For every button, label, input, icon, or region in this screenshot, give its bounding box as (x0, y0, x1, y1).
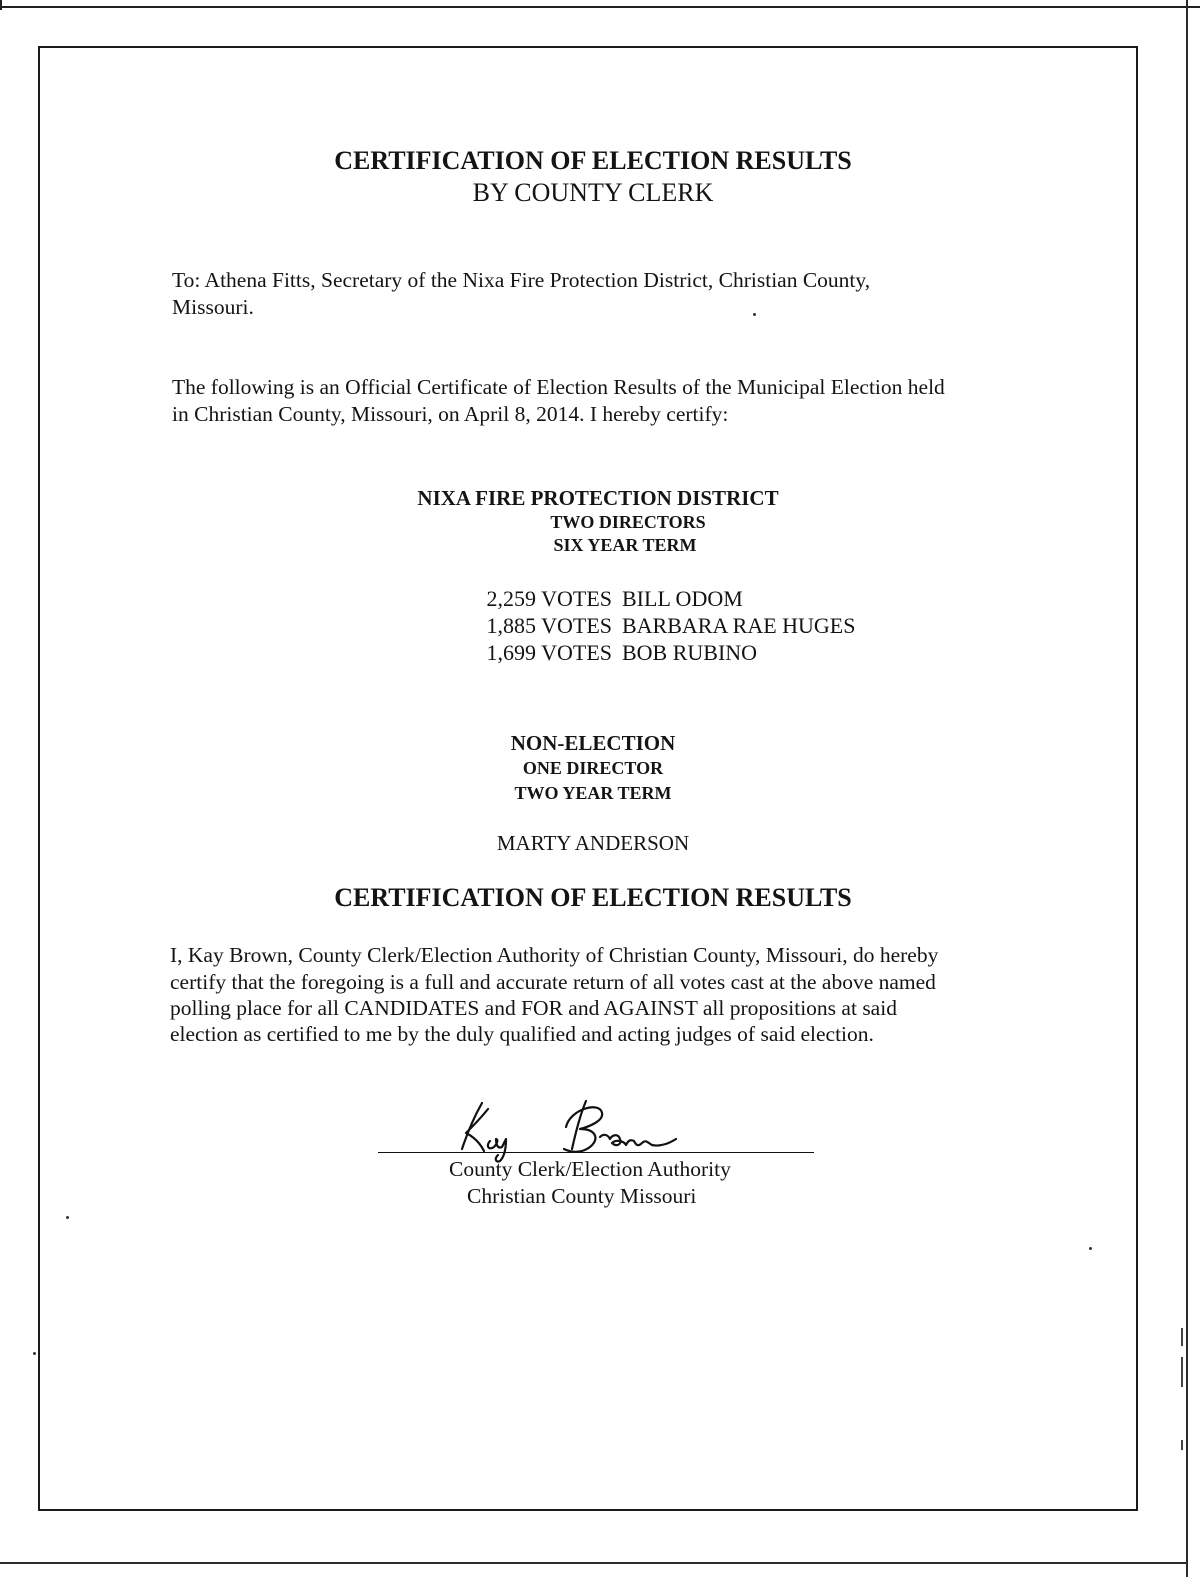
result-row (462, 586, 922, 612)
scan-corner-mark (0, 0, 8, 10)
scan-edge-top (0, 6, 1200, 8)
signer-title-line-2: Christian County Missouri (467, 1184, 697, 1208)
signature-line (378, 1152, 814, 1153)
vote-count: 1,885 VOTES (486, 613, 612, 638)
scan-speck (1089, 1247, 1092, 1250)
result-row (462, 613, 922, 639)
non-election-term: TWO YEAR TERM (514, 783, 672, 803)
scan-mark (1181, 1357, 1183, 1387)
candidate-name: BARBARA RAE HUGES (622, 613, 856, 638)
signature-image (440, 1095, 700, 1165)
scan-speck (33, 1352, 36, 1355)
certification-heading: CERTIFICATION OF ELECTION RESULTS (334, 883, 852, 912)
address-line-2: Missouri. (172, 295, 254, 319)
scan-mark (1181, 1440, 1183, 1450)
address-line-1: To: Athena Fitts, Secretary of the Nixa Fire Protection District, Christian County, (172, 268, 871, 292)
non-election-office: ONE DIRECTOR (522, 758, 664, 778)
vote-count: 2,259 VOTES (486, 586, 612, 611)
non-election-candidate: MARTY ANDERSON (496, 831, 690, 855)
office-heading: TWO DIRECTORS (550, 512, 706, 532)
scan-edge-right (1186, 0, 1188, 1577)
document-title: CERTIFICATION OF ELECTION RESULTS (334, 146, 852, 175)
term-heading: SIX YEAR TERM (553, 535, 697, 555)
scan-mark (1181, 1328, 1183, 1346)
non-election-heading: NON-ELECTION (510, 731, 676, 755)
intro-line-2: in Christian County, Missouri, on April 8, 2014. I hereby certify: (172, 402, 729, 426)
document-subtitle: BY COUNTY CLERK (472, 178, 714, 207)
result-row (462, 640, 922, 666)
scan-speck (66, 1216, 69, 1219)
scan-edge-bottom (0, 1562, 1188, 1564)
certification-line-1: I, Kay Brown, County Clerk/Election Authority of Christian County, Missouri, do hereby (170, 943, 939, 967)
certification-line-3: polling place for all CANDIDATES and FOR and AGAINST all propositions at said (170, 996, 897, 1020)
certification-line-2: certify that the foregoing is a full and accurate return of all votes cast at the above named (170, 970, 936, 994)
intro-line-1: The following is an Official Certificate of Election Results of the Municipal Election held (172, 375, 945, 399)
scan-speck (753, 313, 756, 316)
candidate-name: BOB RUBINO (622, 640, 758, 665)
signer-title-line-1: County Clerk/Election Authority (449, 1157, 731, 1181)
candidate-name: BILL ODOM (622, 586, 743, 611)
vote-count: 1,699 VOTES (486, 640, 612, 665)
certification-line-4: election as certified to me by the duly qualified and acting judges of said election. (170, 1022, 874, 1046)
district-heading: NIXA FIRE PROTECTION DISTRICT (417, 486, 779, 510)
